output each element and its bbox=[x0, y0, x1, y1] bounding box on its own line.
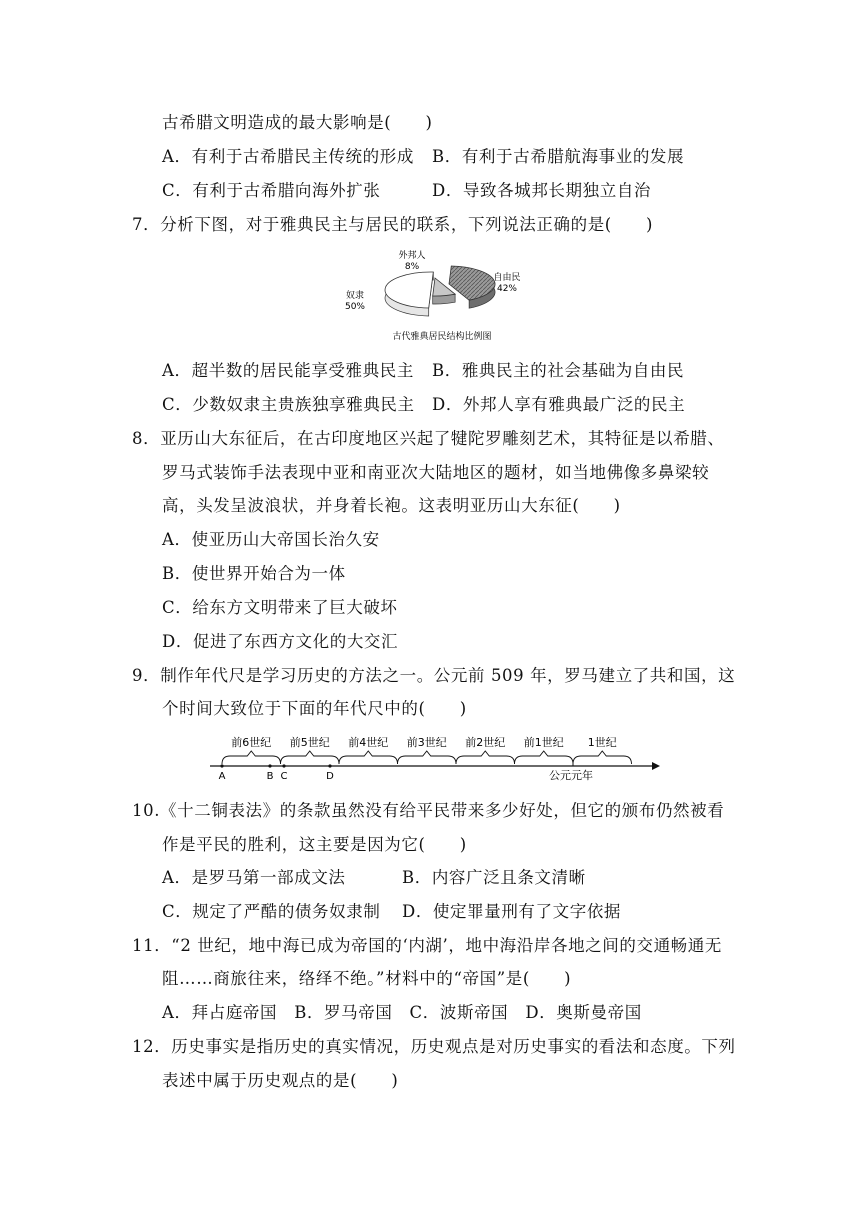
label-slave: 奴隶 bbox=[345, 291, 365, 301]
q6-option-a: A．有利于古希腊民主传统的形成 bbox=[162, 147, 414, 166]
q10-option-d: D．使定罪量刑有了文字依据 bbox=[402, 902, 622, 921]
q10-option-b: B．内容广泛且条文清晰 bbox=[402, 868, 586, 887]
q8-option-a: A．使亚历山大帝国长治久安 bbox=[162, 530, 380, 549]
q9-stem-line1: 9．制作年代尺是学习历史的方法之一。公元前 509 年，罗马建立了共和国，这 bbox=[132, 666, 736, 685]
timeline-ruler bbox=[200, 727, 660, 783]
century-brace bbox=[222, 751, 281, 764]
point-c bbox=[282, 764, 285, 767]
q7-option-a: A．超半数的居民能享受雅典民主 bbox=[162, 361, 414, 380]
q8-option-b: B．使世界开始合为一体 bbox=[162, 564, 346, 583]
point-b bbox=[268, 764, 271, 767]
label-free-pct: 42% bbox=[496, 284, 518, 294]
q9-stem-line2: 个时间大致位于下面的年代尺中的( ) bbox=[162, 699, 467, 718]
century-brace bbox=[398, 751, 457, 764]
q10-stem-line2: 作是平民的胜利，这主要是因为它( ) bbox=[162, 835, 467, 854]
q8-option-c: C．给东方文明带来了巨大破坏 bbox=[162, 598, 398, 617]
q7-option-b: B．雅典民主的社会基础为自由民 bbox=[432, 361, 685, 380]
point-a bbox=[220, 764, 223, 767]
q8-stem-line1: 8．亚历山大东征后，在古印度地区兴起了犍陀罗雕刻艺术，其特征是以希腊、 bbox=[132, 429, 725, 448]
q8-stem-line2: 罗马式装饰手法表现中亚和南亚次大陆地区的题材，如当地佛像多鼻梁较 bbox=[162, 463, 710, 482]
pie-chart bbox=[335, 246, 535, 346]
q12-stem-line2: 表述中属于历史观点的是( ) bbox=[162, 1071, 399, 1090]
q7-option-d: D．外邦人享有雅典最广泛的民主 bbox=[432, 395, 686, 414]
century-label: 前6世纪 bbox=[231, 736, 272, 749]
q7-option-c: C．少数奴隶主贵族独享雅典民主 bbox=[162, 395, 415, 414]
century-brace bbox=[515, 751, 574, 764]
q6-option-b: B．有利于古希腊航海事业的发展 bbox=[432, 147, 685, 166]
point-label: D bbox=[326, 771, 334, 782]
point-label: A bbox=[218, 771, 226, 782]
century-label: 前1世纪 bbox=[523, 736, 564, 749]
q8-option-d: D．促进了东西方文化的大交汇 bbox=[162, 632, 399, 651]
century-label: 前3世纪 bbox=[406, 736, 447, 749]
point-label: B bbox=[266, 771, 274, 782]
q10-stem-line1: 10.《十二铜表法》的条款虽然没有给平民带来多少好处，但它的颁布仍然被看 bbox=[132, 801, 725, 820]
point-label: C bbox=[280, 771, 288, 782]
century-brace bbox=[281, 751, 340, 764]
century-label: 前4世纪 bbox=[348, 736, 389, 749]
q12-stem-line1: 12．历史事实是指历史的真实情况，历史观点是对历史事实的看法和态度。下列 bbox=[132, 1037, 736, 1056]
q8-stem-line3: 高，头发呈波浪状，并身着长袍。这表明亚历山大东征( ) bbox=[162, 496, 621, 515]
q6-stem-tail: 古希腊文明造成的最大影响是( ) bbox=[162, 113, 433, 132]
century-brace bbox=[456, 751, 515, 764]
point-d bbox=[328, 764, 331, 767]
century-brace bbox=[339, 751, 398, 764]
label-free: 自由民 bbox=[493, 273, 521, 283]
q7-stem: 7．分析下图，对于雅典民主与居民的联系，下列说法正确的是( ) bbox=[132, 215, 654, 234]
q11-stem-line2: 阻……商旅往来，络绎不绝。”材料中的“帝国”是( ) bbox=[162, 969, 572, 988]
origin-label: 公元元年 bbox=[549, 769, 593, 782]
q11-stem-line1: 11．“2 世纪，地中海已成为帝国的‘内湖’，地中海沿岸各地之间的交通畅通无 bbox=[132, 936, 722, 955]
chart-title: 古代雅典居民结构比例图 bbox=[392, 332, 492, 342]
label-foreign-pct: 8% bbox=[404, 262, 420, 272]
century-label: 前5世纪 bbox=[289, 736, 330, 749]
label-foreign: 外邦人 bbox=[398, 251, 426, 261]
q11-options: A．拜占庭帝国 B．罗马帝国 C．波斯帝国 D．奥斯曼帝国 bbox=[162, 1003, 642, 1022]
century-label: 前2世纪 bbox=[465, 736, 506, 749]
century-label: 1世纪 bbox=[587, 736, 617, 749]
q10-option-c: C．规定了严酷的债务奴隶制 bbox=[162, 902, 381, 921]
q10-option-a: A．是罗马第一部成文法 bbox=[162, 868, 346, 887]
label-slave-pct: 50% bbox=[344, 302, 366, 312]
q6-option-c: C．有利于古希腊向海外扩张 bbox=[162, 181, 381, 200]
q6-option-d: D．导致各城邦长期独立自治 bbox=[432, 181, 652, 200]
century-brace bbox=[573, 751, 632, 764]
